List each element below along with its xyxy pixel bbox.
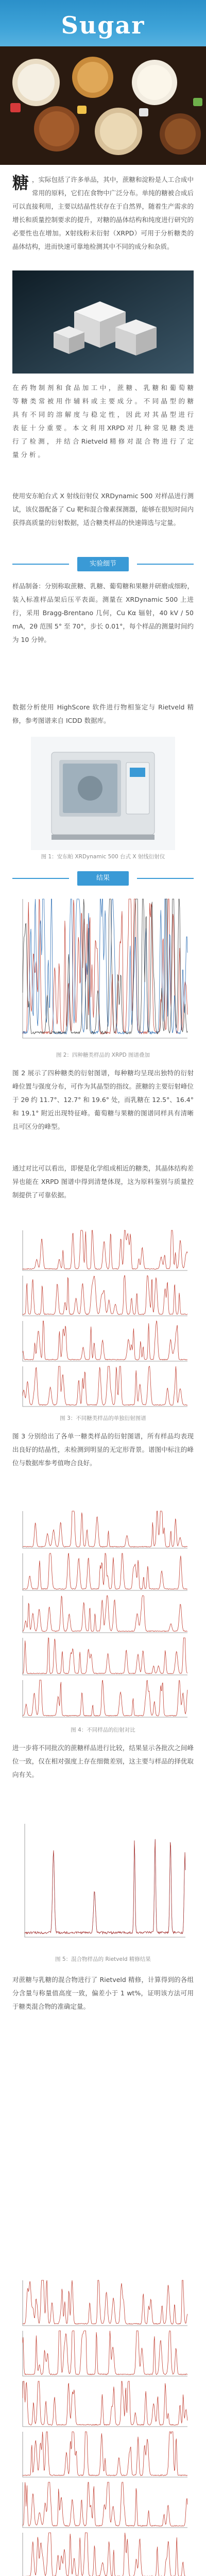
results-paragraph-2	[12, 1162, 194, 1218]
rietveld-svg	[12, 1819, 194, 1953]
intro-dropcap: 糖	[12, 173, 29, 193]
intro-paragraph	[12, 173, 194, 266]
mixture-trace	[23, 2533, 187, 2576]
section-label-experimental: 实验细节	[77, 557, 129, 571]
xrpd-comparison-svg	[12, 1507, 194, 1723]
section-line-right	[137, 564, 194, 565]
mixture-trace	[23, 2482, 187, 2526]
xrpd-panel-trace	[23, 1230, 187, 1269]
chart1-caption: 图 2：四种糖类样品的 XRPD 图谱叠加	[56, 1052, 150, 1058]
comparison-trace	[23, 1638, 187, 1674]
chart3-caption: 图 4：不同样品的衍射对比	[71, 1727, 135, 1733]
header-banner	[0, 0, 206, 46]
chart-axes	[23, 1321, 187, 1361]
mixture-trace	[23, 2280, 187, 2324]
mixture-trace	[23, 2331, 187, 2375]
mixture-svg	[12, 2277, 194, 2576]
comparison-trace	[23, 1680, 187, 1716]
chart-axes	[23, 2432, 187, 2477]
comparison-trace	[23, 1596, 187, 1632]
xrpd-panel-trace	[23, 1276, 187, 1315]
background-text: 在 药 物 制 剂 和 食 品 加 工 中 ， 蔗 糖 、 乳 糖 和 葡 萄 糖 等 糖 类 常 被 用 作 辅 料 或 主 要 成 分 。 不 同 晶 型 的 糖 具 有 不 同 的 溶 解 度 与 稳 定 性 ， 因 此 对 其 晶 型 进 行 表 征 十 分 重 要 。 本 文 利 用 XRPD 对 几 种 常 见 糖 类 进 行 了 检 测 ， 并 结 合 Rietveld 精 修 对 混 合 物 进 行 了 定 量 分 析 。	[12, 384, 194, 459]
background-paragraph	[12, 381, 194, 484]
rietveld-calculated	[25, 1839, 185, 1934]
intro-text: ，实际包括了许多单品，其中，蔗糖和淀粉是人工合成中常用的原料，它们在食物中广泛分布。单纯的糖被合成后可以直接利用，主要以结晶性状存在于自然界，随着生产需求的增长和质量控制要求的提升，对糖的晶体结构和纯度进行研究的必要性也在增加。X射线粉末衍射（XRPD）可用于分析糖类的晶体结构，进而快速可靠地检测其中不同的成分和杂质。	[12, 176, 194, 250]
section-line-left	[12, 878, 69, 879]
xrpd-overlay-chart	[12, 894, 194, 1048]
sugar-photo	[0, 46, 206, 165]
xrpd-panel-trace	[23, 1321, 187, 1360]
chart-axes	[25, 1824, 185, 1937]
section-header-results	[0, 868, 206, 889]
results-text-4: 进一步将不同批次的蔗糖样品进行比较，结果显示各批次之间峰位一致，仅在相对强度上存在细微差别，这主要与样品的择优取向有关。	[12, 1744, 194, 1778]
sugar-cubes-image	[12, 270, 194, 374]
xrpd-stacked-chart	[12, 1226, 194, 1412]
rietveld-chart	[12, 1819, 194, 1953]
results-paragraph-1	[12, 1066, 194, 1159]
chart4-caption: 图 5：混合物样品的 Rietveld 精修结果	[55, 1956, 151, 1962]
xrpd-comparison-chart	[12, 1507, 194, 1723]
mixture-trace	[23, 2432, 187, 2476]
experimental-paragraph	[12, 580, 194, 698]
results-paragraph-3	[12, 1430, 194, 1502]
method-intro-paragraph	[12, 489, 194, 546]
xrpd-stacked-svg	[12, 1226, 194, 1412]
mixture-trace	[23, 2381, 187, 2425]
results-text-2: 通过对比可以看出，即便是化学组成相近的糖类，其晶体结构差异也能在 XRPD 图谱中得到清楚体现，这为原料鉴别与质量控制提供了可靠依据。	[12, 1164, 194, 1199]
results-paragraph-4	[12, 1741, 194, 1814]
results-paragraph-5	[12, 1973, 194, 2107]
mixture-chart	[12, 2277, 194, 2576]
results-text-5: 对蔗糖与乳糖的混合物进行了 Rietveld 精修，计算得到的各组分含量与称量值高度一致，偏差小于 1 wt%，证明该方法可用于糖类混合物的准确定量。	[12, 1976, 194, 2010]
analysis-text: 数据分析使用 HighScore 软件进行物相鉴定与 Rietveld 精修，参考图谱来自 ICDD 数据库。	[12, 703, 194, 724]
results-text-1: 图 2 展示了四种糖类的衍射图谱，每种糖均呈现出独特的衍射峰位置与强度分布，可作为其晶型的指纹。蔗糖的主要衍射峰位于 2θ 约 11.7°、12.7° 和 19.6° 处，而乳糖在 12.5°、16.4° 和 19.1° 附近出现特征峰。葡萄糖与果糖的图谱同样具有清晰且可区分的峰型。	[12, 1069, 194, 1130]
results-text-3: 图 3 分别给出了各单一糖类样品的衍射图谱，所有样品均表现出良好的结晶性，未检测到明显的无定形背景。谱图中标注的峰位与数据库参考值吻合良好。	[12, 1432, 194, 1467]
xrpd-panel-trace	[23, 1366, 187, 1405]
analysis-paragraph	[12, 701, 194, 732]
section-header-experimental	[0, 554, 206, 574]
chart-axes	[23, 1366, 187, 1406]
method-intro-text: 使用安东帕台式 X 射线衍射仪 XRDynamic 500 对样品进行测试，该仪器配备了 Cu 靶和混合像素探测器，能够在很短时间内获得高质量的衍射数据，适合糖类样品的快速筛选与定量。	[12, 492, 194, 527]
section-line-left	[12, 564, 69, 565]
xrpd-trace	[23, 899, 187, 1034]
comparison-trace	[23, 1553, 187, 1589]
section-line-right	[137, 878, 194, 879]
instrument-caption: 图 1：安东帕 XRDynamic 500 台式 X 射线衍射仪	[41, 854, 165, 860]
instrument-image	[31, 737, 175, 850]
comparison-trace	[23, 1511, 187, 1547]
xrpd-overlay-svg	[12, 894, 194, 1048]
chart2-caption: 图 3：不同糖类样品的单独衍射图谱	[60, 1415, 146, 1421]
experimental-text: 样品制备：分别称取蔗糖、乳糖、葡萄糖和果糖并研磨成细粉，装入标准样品架后压平表面。测量在 XRDynamic 500 上进行，采用 Bragg-Brentano 几何，Cu Kα 辐射，40 kV / 50 mA，2θ 范围 5° 至 70°，步长 0.01°，每个样品的测量时间约为 10 分钟。	[12, 582, 194, 643]
rietveld-observed	[25, 1839, 185, 1934]
page-title: Sugar	[61, 11, 145, 39]
chart-axes	[23, 1276, 187, 1316]
section-label-results: 结果	[77, 871, 129, 886]
